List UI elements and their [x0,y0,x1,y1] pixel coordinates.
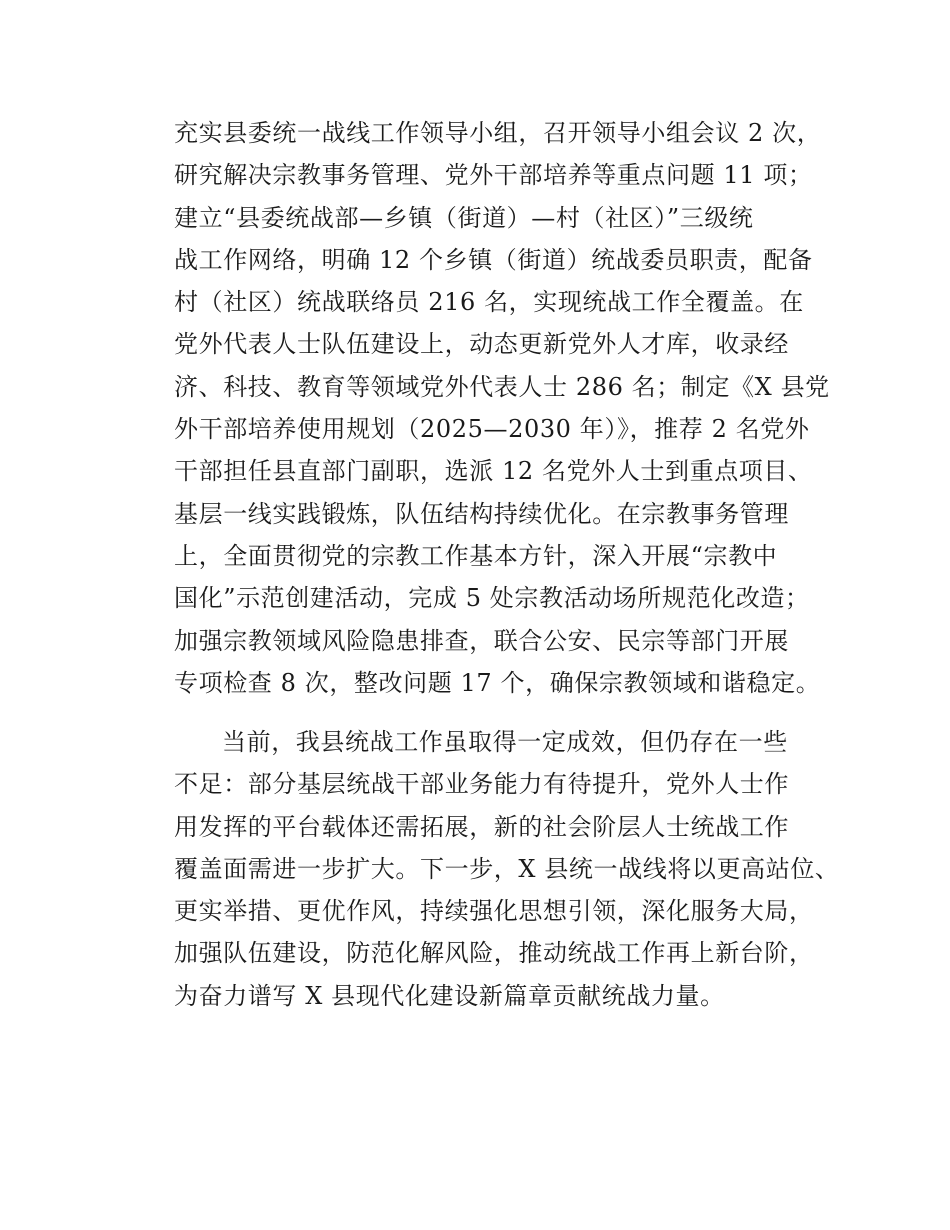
text-line: 加强队伍建设，防范化解风险，推动统战工作再上新台阶， [174,939,814,968]
text-line: 用发挥的平台载体还需拓展，新的社会阶层人士统战工作 [174,812,789,841]
text-line-indented: 当前，我县统战工作虽取得一定成效，但仍存在一些 [222,728,788,756]
text-line: 村（社区）统战联络员 216 名，实现统战工作全覆盖。在 [174,288,804,317]
paragraph-next-steps [174,721,840,1017]
text-line: 干部担任县直部门副职，选派 12 名党外人士到重点项目、 [174,457,813,486]
text-line: 上，全面贯彻党的宗教工作基本方针，深入开展“宗教中 [174,541,778,570]
text-line: 研究解决宗教事务管理、党外干部培养等重点问题 11 项； [174,161,813,190]
text-line: 加强宗教领域风险隐患排查，联合公安、民宗等部门开展 [174,626,789,655]
text-line: 专项检查 8 次，整改问题 17 个，确保宗教领域和谐稳定。 [174,668,821,697]
text-line: 党外代表人士队伍建设上，动态更新党外人才库，收录经 [174,330,789,359]
text-line: 济、科技、教育等领域党外代表人士 286 名；制定《X 县党 [174,372,830,401]
text-line: 战工作网络，明确 12 个乡镇（街道）统战委员职责，配备 [174,245,813,274]
text-line: 更实举措、更优作风，持续强化思想引领，深化服务大局， [174,897,814,926]
text-line: 建立“县委统战部—乡镇（街道）—村（社区）”三级统 [174,203,754,232]
text-line: 国化”示范创建活动，完成 5 处宗教活动场所规范化改造； [174,584,810,613]
text-line: 基层一线实践锻炼，队伍结构持续优化。在宗教事务管理 [174,499,789,528]
text-line: 覆盖面需进一步扩大。下一步，X 县统一战线将以更高站位、 [174,854,840,883]
text-line: 外干部培养使用规划（2025—2030 年）》，推荐 2 名党外 [174,415,810,444]
paragraph-united-front-work [174,112,834,704]
text-line: 充实县委统一战线工作领导小组，召开领导小组会议 2 次， [174,119,822,147]
text-line: 不足：部分基层统战干部业务能力有待提升，党外人士作 [174,770,789,799]
text-line: 为奋力谱写 X 县现代化建设新篇章贡献统战力量。 [174,981,725,1010]
